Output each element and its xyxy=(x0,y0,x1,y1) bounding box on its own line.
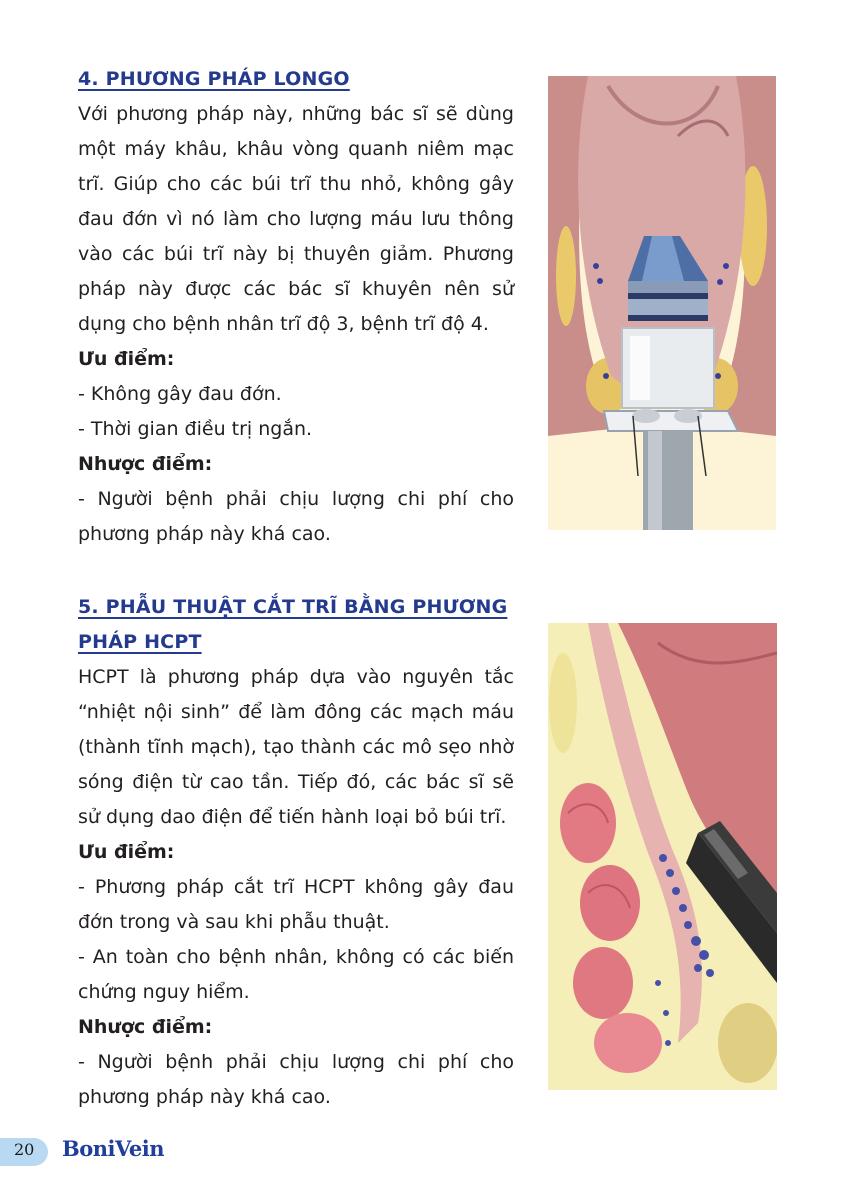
pros-item: - Không gây đau đớn. xyxy=(78,383,282,405)
pros-item: - An toàn cho bệnh nhân, không có các biến chứng nguy hiểm. xyxy=(78,946,514,1003)
cons-item: - Người bệnh phải chịu lượng chi phí cho phương pháp này khá cao. xyxy=(78,488,514,545)
brand-logo: BoniVein xyxy=(62,1136,164,1161)
pros-label: Ưu điểm: xyxy=(78,841,175,863)
cons-item: - Người bệnh phải chịu lượng chi phí cho phương pháp này khá cao. xyxy=(78,1051,514,1108)
pros-item: - Phương pháp cắt trĩ HCPT không gây đau đớn trong và sau khi phẫu thuật. xyxy=(78,876,514,933)
page-footer xyxy=(0,1136,850,1166)
page-number: 20 xyxy=(14,1140,35,1159)
section-longo xyxy=(78,62,514,552)
longo-stapler-illustration xyxy=(548,76,776,530)
cons-label: Nhược điểm: xyxy=(78,453,213,475)
hcpt-procedure-illustration xyxy=(548,623,777,1090)
section-title: 4. PHƯƠNG PHÁP LONGO xyxy=(78,68,350,90)
section-title: 5. PHẪU THUẬT CẮT TRĨ BẰNG PHƯƠNG PHÁP HCPT xyxy=(78,596,508,653)
pros-item: - Thời gian điều trị ngắn. xyxy=(78,418,313,440)
cons-label: Nhược điểm: xyxy=(78,1016,213,1038)
section-hcpt xyxy=(78,590,514,1115)
pros-label: Ưu điểm: xyxy=(78,348,175,370)
section-body: HCPT là phương pháp dựa vào nguyên tắc “nhiệt nội sinh” để làm đông các mạch máu (thành tĩnh mạch), tạo thành các mô sẹo nhờ sóng điện từ cao tần. Tiếp đó, các bác sĩ sẽ sử dụng dao điện để tiến hành loại bỏ búi trĩ. xyxy=(78,666,514,828)
section-body: Với phương pháp này, những bác sĩ sẽ dùng một máy khâu, khâu vòng quanh niêm mạc trĩ. Giúp cho các búi trĩ thu nhỏ, không gây đau đớn vì nó làm cho lượng máu lưu thông vào các búi trĩ này bị thuyên giảm. Phương pháp này được các bác sĩ khuyên nên sử dụng cho bệnh nhân trĩ độ 3, bệnh trĩ độ 4. xyxy=(78,103,514,335)
